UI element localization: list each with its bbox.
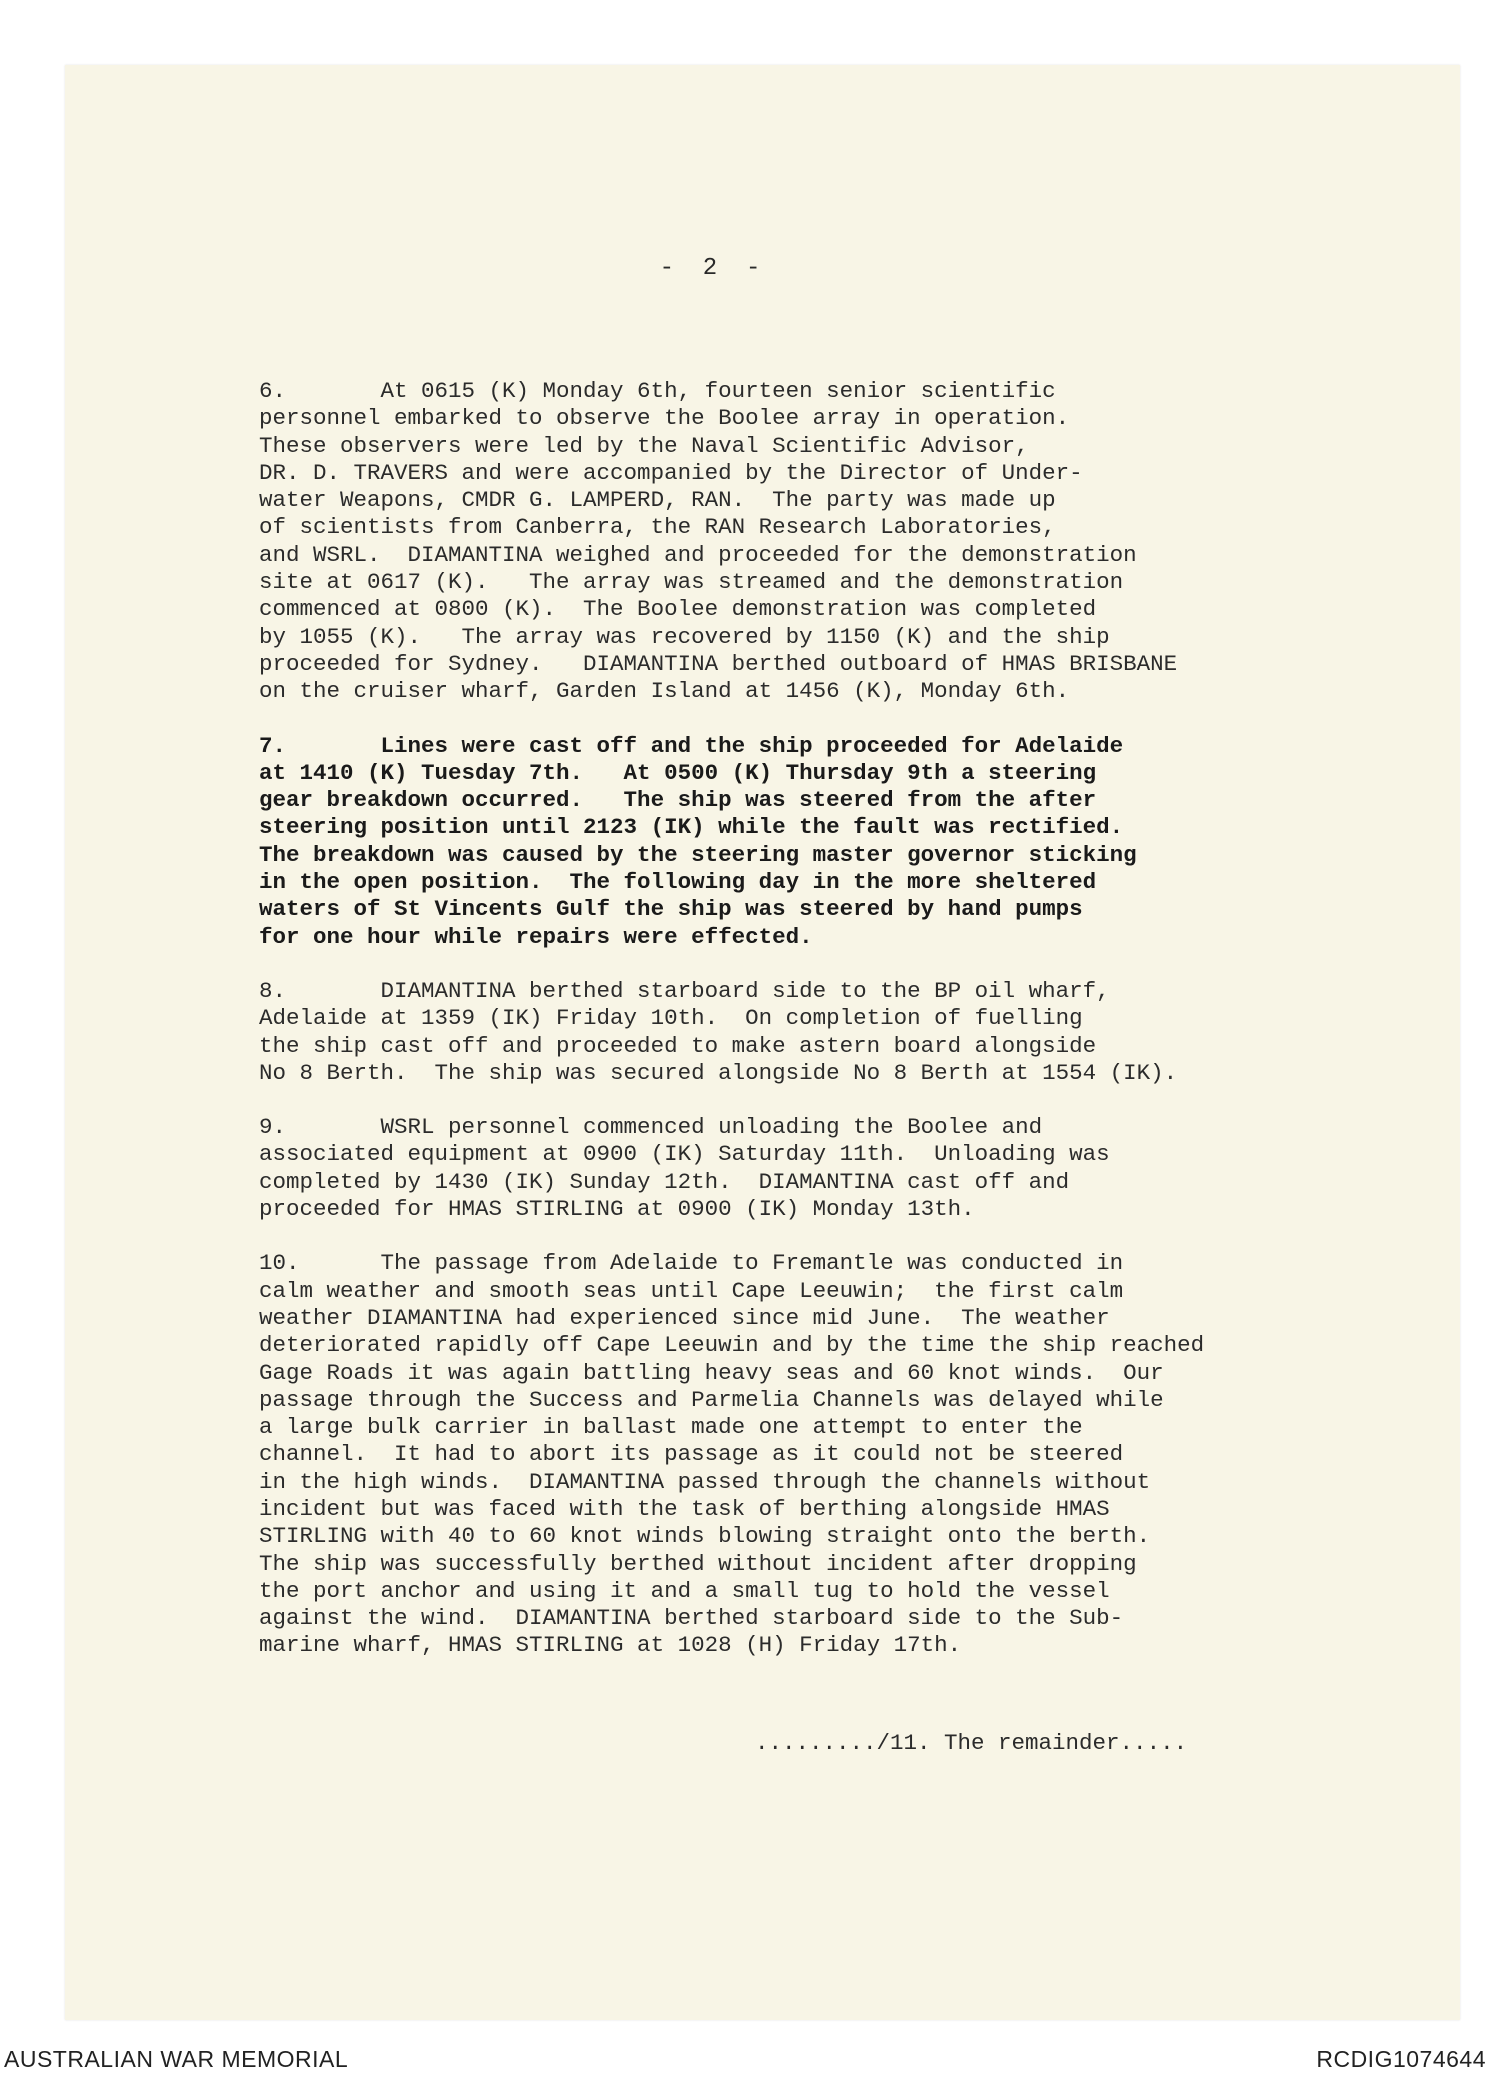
text-line: the ship cast off and proceeded to make astern board alongside [259, 1032, 1097, 1059]
text-line: proceeded for HMAS STIRLING at 0900 (IK) Monday 13th. [259, 1196, 975, 1223]
text-line: commenced at 0800 (K). The Boolee demonstration was completed [259, 596, 1097, 623]
text-line: gear breakdown occurred. The ship was steered from the after [259, 787, 1097, 814]
text-line: at 1410 (K) Tuesday 7th. At 0500 (K) Thursday 9th a steering [259, 759, 1097, 786]
text-line: incident but was faced with the task of berthing alongside HMAS [259, 1495, 1110, 1522]
page-number: - 2 - [659, 255, 761, 282]
paragraph-7 [259, 733, 1239, 951]
text-line: completed by 1430 (IK) Sunday 12th. DIAMANTINA cast off and [259, 1168, 1070, 1195]
text-line: weather DIAMANTINA had experienced since mid June. The weather [259, 1304, 1110, 1331]
text-line: DR. D. TRAVERS and were accompanied by the Director of Under- [259, 459, 1083, 486]
text-line: in the open position. The following day in the more sheltered [259, 869, 1097, 896]
continuation-note: ........./11. The remainder..... [755, 1730, 1188, 1756]
text-line: 6. At 0615 (K) Monday 6th, fourteen senior scientific [259, 378, 1056, 404]
text-line: channel. It had to abort its passage as it could not be steered [259, 1441, 1124, 1468]
text-line: site at 0617 (K). The array was streamed and the demonstration [259, 569, 1124, 596]
text-line: The breakdown was caused by the steering master governor sticking [259, 841, 1137, 868]
document-body [259, 378, 1239, 1687]
text-line: marine wharf, HMAS STIRLING at 1028 (H) Friday 17th. [259, 1632, 962, 1659]
text-line: a large bulk carrier in ballast made one attempt to enter the [259, 1414, 1083, 1441]
text-line: on the cruiser wharf, Garden Island at 1456 (K), Monday 6th. [259, 678, 1070, 705]
paragraph-6 [259, 378, 1239, 706]
text-line: associated equipment at 0900 (IK) Saturday 11th. Unloading was [259, 1141, 1110, 1168]
paragraph-8 [259, 978, 1239, 1087]
paragraph-9 [259, 1114, 1239, 1223]
text-line: passage through the Success and Parmelia Channels was delayed while [259, 1386, 1164, 1413]
text-line: against the wind. DIAMANTINA berthed starboard side to the Sub- [259, 1605, 1124, 1632]
text-line: in the high winds. DIAMANTINA passed through the channels without [259, 1468, 1151, 1495]
text-line: personnel embarked to observe the Boolee array in operation. [259, 405, 1070, 432]
text-line: The ship was successfully berthed without incident after dropping [259, 1550, 1137, 1577]
text-line: 8. DIAMANTINA berthed starboard side to the BP oil wharf, [259, 977, 1110, 1004]
text-line: 10. The passage from Adelaide to Fremantle was conducted in [259, 1250, 1124, 1277]
text-line: These observers were led by the Naval Scientific Advisor, [259, 432, 1029, 459]
text-line: waters of St Vincents Gulf the ship was steered by hand pumps [259, 896, 1083, 923]
text-line: by 1055 (K). The array was recovered by 1150 (K) and the ship [259, 623, 1110, 650]
footer-source: AUSTRALIAN WAR MEMORIAL [4, 2046, 349, 2072]
text-line: deteriorated rapidly off Cape Leeuwin and by the time the ship reached [259, 1332, 1205, 1359]
text-line: Gage Roads it was again battling heavy seas and 60 knot winds. Our [259, 1359, 1164, 1386]
text-line: for one hour while repairs were effected. [259, 923, 813, 950]
text-line: steering position until 2123 (IK) while the fault was rectified. [259, 814, 1124, 841]
text-line: water Weapons, CMDR G. LAMPERD, RAN. The party was made up [259, 487, 1056, 514]
footer-record-id: RCDIG1074644 [1316, 2046, 1486, 2072]
paragraph-10 [259, 1250, 1239, 1659]
text-line: proceeded for Sydney. DIAMANTINA berthed outboard of HMAS BRISBANE [259, 650, 1178, 677]
text-line: 7. Lines were cast off and the ship proceeded for Adelaide [259, 732, 1124, 759]
text-line: of scientists from Canberra, the RAN Research Laboratories, [259, 514, 1056, 541]
text-line: 9. WSRL personnel commenced unloading the Boolee and [259, 1114, 1043, 1141]
text-line: the port anchor and using it and a small tug to hold the vessel [259, 1577, 1110, 1604]
text-line: calm weather and smooth seas until Cape Leeuwin; the first calm [259, 1277, 1124, 1304]
text-line: and WSRL. DIAMANTINA weighed and proceeded for the demonstration [259, 541, 1137, 568]
text-line: Adelaide at 1359 (IK) Friday 10th. On completion of fuelling [259, 1005, 1083, 1032]
text-line: No 8 Berth. The ship was secured alongside No 8 Berth at 1554 (IK). [259, 1059, 1178, 1086]
text-line: STIRLING with 40 to 60 knot winds blowing straight onto the berth. [259, 1523, 1151, 1550]
